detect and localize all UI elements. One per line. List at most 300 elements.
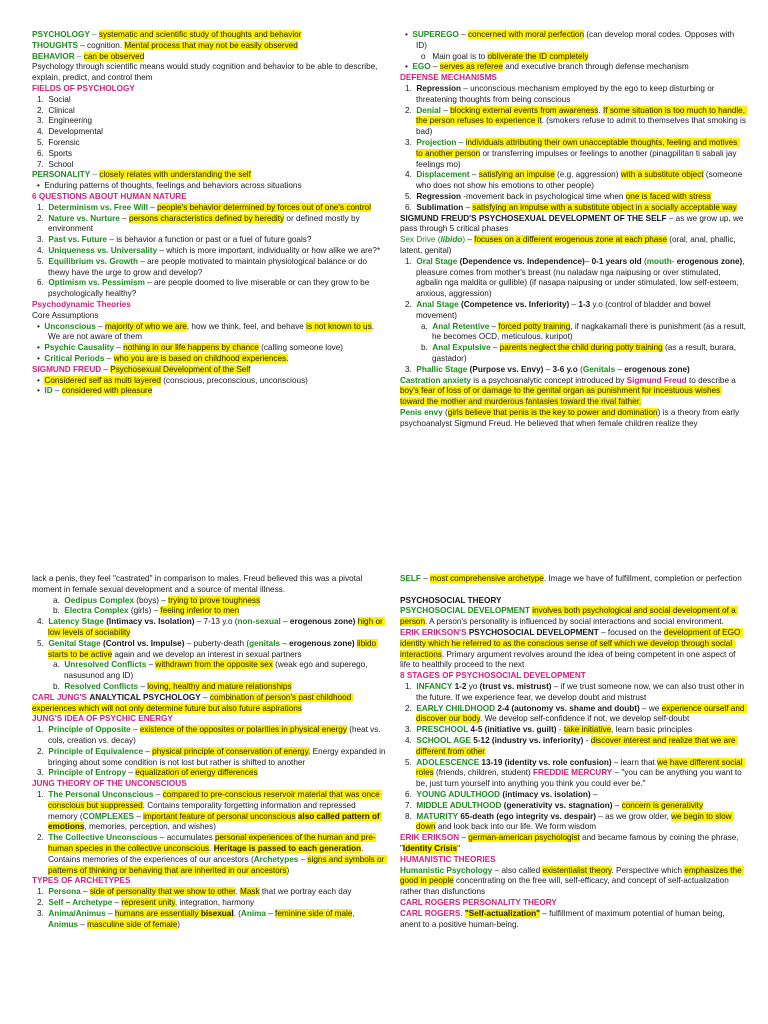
text-run: ERIK ERIKSON'S [400, 627, 467, 637]
text-run: • [37, 375, 45, 385]
text-run: (heat vs. cols, creation vs. decay) [48, 725, 383, 745]
text-run: ( [577, 364, 583, 374]
text-run: experience ourself and discover our body [416, 703, 747, 724]
text-run: – [420, 574, 431, 583]
text-run: y.o (control of bladder and bowel movement) [416, 299, 713, 320]
text-run: - [671, 256, 677, 266]
text-run: compared to pre-conscious reservoir material that was once conscious but suppressed [48, 789, 382, 810]
note-line [400, 855, 746, 866]
text-run: existentialist theory [542, 865, 612, 875]
text-run: personal experiences of the human and pre-human species in the collective unconscious [48, 833, 376, 853]
text-run: ID [44, 386, 53, 396]
list-item [32, 138, 386, 149]
text-run: focuses on a different erogenous zone at each phase [474, 235, 668, 245]
text-run: • [405, 30, 413, 39]
text-run: 5. [37, 638, 49, 648]
note-line [400, 235, 746, 257]
text-run: a. [53, 595, 65, 605]
text-run: EGO [412, 62, 431, 72]
note-line [32, 311, 386, 322]
text-run: we have different social roles [416, 757, 745, 778]
text-run: or transferring impulses or feelings to another (pinagpilitan ti sabali jay feelings mo) [416, 148, 739, 169]
text-run: also called pattern of emotions [48, 811, 383, 832]
list-item [32, 181, 386, 192]
text-run: (trust vs. mistrust) [479, 681, 552, 691]
text-run: withdrawn from the opposite sex [155, 660, 273, 670]
text-run: – are people motivated to maintain physiological balance or do thewy have the urge to grow and develop? [48, 256, 370, 277]
text-run: 4. Developmental [37, 127, 103, 137]
text-run: 2-4 (autonomy vs. shame and doubt) [497, 703, 640, 713]
list-item [32, 106, 386, 117]
quadrant-top-right [400, 30, 749, 510]
text-run: PSYCHOSOCIAL DEVELOPMENT [400, 606, 530, 616]
text-run: (Control vs. Impulse) [103, 638, 185, 648]
text-run: satisfying an impulse [478, 170, 555, 180]
text-run: high or low levels of sociability [48, 617, 386, 637]
text-run: 6 QUESTIONS ABOUT HUMAN NATURE [32, 191, 187, 201]
text-run: systematic and scientific study of thoughts and behavior [98, 30, 302, 39]
text-run: – [459, 833, 469, 843]
note-line [32, 41, 386, 52]
text-run: – as we grow up, we pass through 5 critical phases [400, 213, 746, 234]
list-item [32, 127, 386, 138]
note-line [32, 192, 386, 203]
text-run: ANALYTICAL PSYCHOLOGY [89, 692, 201, 702]
list-item [32, 235, 386, 246]
text-run: • [37, 321, 45, 331]
list-item [400, 758, 746, 790]
list-item [32, 343, 386, 354]
text-run: bisexual [200, 908, 234, 918]
list-item [32, 257, 386, 279]
text-run: equalization of energy differences [135, 768, 258, 778]
list-item [400, 30, 746, 52]
text-run: a. [421, 321, 433, 331]
text-run: – [119, 213, 129, 223]
text-run: with a substitute object [620, 170, 704, 180]
note-line [32, 62, 386, 84]
list-item [32, 246, 386, 257]
text-run: HUMANISTIC THEORIES [400, 854, 496, 864]
text-run: is a psychoanalytic concept introduced by [470, 375, 627, 385]
text-run: satisfying an impulse with a substitute object in a socially acceptable way [472, 202, 737, 212]
text-run: erogenous zone) [289, 617, 356, 627]
list-item [400, 812, 746, 834]
text-run: libido starts to be active [48, 638, 379, 659]
text-run: THOUGHTS [32, 40, 78, 50]
text-run: 5. Forensic [37, 137, 80, 147]
text-run: EARLY CHILDHOOD [416, 703, 496, 713]
text-run: 2. [37, 897, 49, 907]
text-run: – [280, 617, 290, 627]
text-run: obliverate the ID completely [487, 51, 589, 61]
list-item [400, 257, 746, 300]
text-run: – [80, 887, 90, 897]
list-item [32, 322, 386, 344]
text-run: – [90, 170, 100, 180]
text-run: (someone who does not show his emotions to other people) [416, 170, 745, 191]
text-run: FREDDIE MERCURY [532, 768, 613, 778]
list-item [400, 192, 746, 203]
text-run: 3. [37, 908, 49, 918]
text-run: o Main goal is to [421, 51, 488, 61]
list-item [400, 790, 746, 801]
text-run: loving, healthy and mature relationships [147, 681, 292, 691]
quadrant-top-left [32, 30, 386, 510]
note-line [400, 408, 746, 430]
text-run: – [612, 800, 622, 810]
text-run: 2. [37, 746, 49, 756]
text-run: 4. [405, 735, 417, 745]
list-item [32, 790, 386, 833]
text-run: that we portray each day [259, 887, 352, 897]
text-run: and look back into our life. We form wisdom [435, 822, 597, 832]
text-run: 2. [405, 703, 417, 713]
text-run: to describe a [686, 375, 739, 385]
list-item [400, 138, 746, 170]
text-run: (friends, children, student) [433, 768, 533, 778]
text-run: ( [641, 256, 647, 266]
text-run: DEFENSE MECHANISMS [400, 73, 497, 83]
note-line [400, 574, 746, 585]
text-run: SUPEREGO [412, 30, 459, 39]
text-run: 3. [37, 768, 49, 778]
text-run: , memories, perception, and wishes) [84, 822, 216, 832]
text-run: – [615, 364, 625, 374]
list-item [32, 596, 386, 607]
note-line [400, 376, 746, 408]
text-run: – [543, 364, 553, 374]
text-run: again and we develop an interest in sexual partners [112, 649, 302, 659]
text-run: 6. Sports [37, 148, 73, 158]
text-run: – [126, 768, 136, 778]
text-run: Principle of Entropy [48, 768, 127, 778]
note-line [400, 596, 746, 607]
text-run: 6. [37, 278, 49, 288]
list-item [400, 365, 746, 376]
note-line [32, 84, 386, 95]
note-line [32, 574, 386, 596]
text-run: ) [177, 919, 180, 929]
text-run: Mental process that may not be easily observed [124, 40, 298, 50]
text-run: (generativity vs. stagnation) [503, 800, 613, 810]
list-item [400, 736, 746, 758]
note-line [32, 779, 386, 790]
text-run: MATURITY [416, 811, 459, 821]
list-item [32, 203, 386, 214]
list-item [32, 278, 386, 300]
text-run: important feature of personal unconscious [143, 811, 296, 821]
text-run: (Dependence vs. Independence) [459, 256, 585, 266]
text-run: 4. [405, 170, 417, 180]
text-run: Self – Archetype [48, 897, 113, 907]
text-run: 6. [405, 789, 417, 799]
text-run: 1-2 [454, 681, 467, 691]
text-run: , learn basic principles [611, 725, 693, 735]
text-run: Oral Stage [416, 256, 458, 266]
text-run: 1. [37, 725, 49, 735]
text-run: Persona [48, 887, 81, 897]
text-run: Animus [48, 919, 79, 929]
text-run: Unconscious [44, 321, 96, 331]
note-line [32, 170, 386, 181]
text-run: yo [466, 681, 480, 691]
note-line [400, 833, 746, 855]
text-run: Anal Expulsive [432, 343, 491, 353]
text-run: lack a penis, they feel "castrated" in comparison to males. Freud believed this was a pivotal moment in female sexual development and a source of mental illness. [32, 574, 365, 594]
text-run: nothing in our life happens by chance [123, 343, 259, 353]
text-run: – are people doomed to live miserable or can they grow to be psychologically healthy? [48, 278, 372, 299]
text-run: 5. [405, 191, 417, 201]
text-run: – cognition. [77, 40, 125, 50]
text-run: – [440, 105, 451, 115]
text-run: . Contains memories of the experiences of our ancestors ( [48, 843, 366, 864]
text-run: 3. [405, 137, 417, 147]
list-item [32, 354, 386, 365]
text-run: If some situation is too much to handle, the person refuses to experience it [416, 105, 748, 126]
text-run: concentrating on the free will, self-efficacy, and concept of self-actualization rather than disfunctions [400, 876, 732, 897]
text-run: – "you can be anything you want to be, just turn yourself into anything you think you could ever be." [416, 768, 745, 789]
text-run: 1. [405, 681, 417, 691]
note-line [400, 628, 746, 671]
list-item [400, 704, 746, 726]
list-item [400, 321, 749, 344]
text-run: The Collective Unconscious [48, 833, 158, 843]
text-run: Anima/Animus [48, 908, 106, 918]
text-run: – [112, 897, 122, 907]
text-run: 1-3 [578, 299, 591, 309]
text-run: combination of person's past childhood experiences which will not only determine future but also future aspirations [32, 692, 354, 713]
text-run: ) [462, 235, 466, 245]
text-run: erogenous zone) [289, 638, 355, 648]
text-run: 2. [37, 833, 49, 843]
list-item [400, 62, 746, 73]
text-run: 1. [37, 202, 49, 212]
text-run: 2. [405, 299, 417, 309]
text-run: 3. [405, 725, 417, 735]
text-run: – [134, 811, 144, 821]
text-run: – focused on the [598, 627, 664, 637]
text-run: – accumulates [157, 833, 215, 843]
text-run: represent unity [121, 897, 175, 907]
text-run: 5. [37, 256, 49, 266]
text-run: . A person's personality is influenced by social interactions and social environment. [425, 617, 724, 627]
text-run: parents neglect the child during potty training [499, 343, 663, 353]
text-run: . [460, 908, 465, 918]
list-item [32, 95, 386, 106]
text-run: . Image we have of fulfillment, completion or perfection [543, 574, 742, 583]
text-run: 2. Clinical [37, 105, 75, 115]
text-run: – [298, 854, 308, 864]
text-run: 8 STAGES OF PSYCHOSOCIAL DEVELOPMENT [400, 671, 586, 681]
text-run: Psychology through scientific means would study cognition and behavior to be able to describe, explain, predict, and control them [32, 62, 380, 83]
text-run: is not known to us [306, 321, 372, 331]
text-run: – [458, 30, 468, 39]
text-run: Regression [416, 191, 461, 201]
text-run: PSYCHOLOGY [32, 30, 90, 39]
text-run: Psychodynamic Theories [32, 299, 131, 309]
list-item [400, 170, 746, 192]
text-run: • [37, 386, 45, 396]
note-line [400, 214, 746, 236]
text-run: feeling inferior to men [160, 606, 240, 616]
text-run: 8. [405, 811, 417, 821]
list-item [32, 833, 386, 876]
text-run: non-sexual [237, 617, 281, 627]
text-run: Sublimation [416, 202, 464, 212]
text-run: Sex Drive ( [400, 235, 441, 245]
text-run: – [430, 62, 440, 72]
text-run [400, 585, 402, 594]
text-run: 3. Engineering [37, 116, 93, 126]
text-run: PSYCHOSOCIAL DEVELOPMENT [468, 627, 599, 637]
text-run: SIGMUND FREUD [32, 364, 102, 374]
text-run: PERSONALITY [32, 170, 91, 180]
text-run: – [489, 321, 499, 331]
text-run: (Purpose vs. Envy) [469, 364, 544, 374]
text-run: (Competence vs. Inferiority) [461, 299, 570, 309]
text-run: – [490, 343, 500, 353]
list-item [32, 116, 386, 127]
text-run: Uniqueness vs. Universality [48, 245, 158, 255]
text-run: , how we think, feel, and behave [186, 321, 307, 331]
text-run: – [200, 692, 210, 702]
text-run: • [37, 343, 45, 353]
text-run: existence of the opposites or polarities in physical energy [139, 725, 347, 735]
text-run: mouth [646, 256, 672, 266]
text-run: erogenous zone) [676, 256, 743, 266]
text-run: Electra Complex [64, 606, 129, 616]
text-run: . ( [233, 908, 241, 918]
text-run: 1. [37, 789, 49, 799]
text-run: Determinism vs. Free Will [48, 202, 148, 212]
text-run: Principle of Opposite [48, 725, 131, 735]
text-run: – [584, 256, 592, 266]
text-run: – [52, 386, 62, 396]
text-run: – fulfillment of maximum potential of human being, anent to a positive human-being. [400, 908, 728, 929]
text-run: - [583, 735, 591, 745]
text-run: – [130, 725, 140, 735]
text-run: genitals [249, 638, 281, 648]
note-line [32, 300, 386, 311]
text-run: – is behavior a function or past or a fuel of future goals? [107, 235, 312, 245]
text-run: side of personality that we show to other [89, 887, 236, 897]
text-run: Past vs. Future [48, 235, 108, 245]
text-run: Penis envy [400, 407, 443, 417]
text-run: BEHAVIOR [32, 51, 75, 61]
text-run: Denial [416, 105, 441, 115]
note-line [32, 365, 386, 376]
text-run: MIDDLE ADULTHOOD [416, 800, 502, 810]
text-run: discover interest and realize that we are different from other [416, 735, 738, 756]
text-run: – [89, 30, 99, 39]
text-run: Mask [240, 887, 260, 897]
text-run: – [569, 299, 579, 309]
text-run: – [138, 681, 148, 691]
text-run: – we [639, 703, 662, 713]
text-run: Critical Periods [44, 353, 105, 363]
text-run: – [105, 908, 115, 918]
text-run: physical principle of conservation of energy. [152, 746, 311, 756]
text-run: 13-19 (identity vs. role confusion) [481, 757, 612, 767]
text-run: 3. [37, 235, 49, 245]
note-line [400, 671, 746, 682]
text-run: or defined mostly by environment [48, 213, 362, 234]
text-run: Oedipus Complex [64, 595, 134, 605]
text-run: blocking external events from awareness [450, 105, 599, 115]
note-line [32, 714, 386, 725]
text-run: JUNG THEORY OF THE UNCONSCIOUS [32, 779, 187, 789]
text-run: INFANCY [416, 681, 453, 691]
text-run: german-american psychologist [468, 833, 580, 843]
list-item [32, 149, 386, 160]
text-run: individuals attributing their own unacceptable thoughts, feeling and motives to another person [416, 137, 740, 158]
text-run: concern is generativity [621, 800, 704, 810]
text-run: SCHOOL AGE [416, 735, 471, 745]
note-line [400, 585, 746, 596]
text-run: , integration, harmony [174, 897, 255, 907]
text-run: 6. [405, 202, 417, 212]
text-run: Sigmund Freud [626, 375, 687, 385]
text-run: and executive branch through defense mechanism [503, 62, 689, 72]
text-run: people's behavior determined by forces out of one's control [157, 202, 371, 212]
text-run: Principle of Equivalence [48, 746, 144, 756]
text-run: Genital Stage [48, 638, 101, 648]
list-item [32, 617, 386, 639]
text-run: -movement back in psychological time when [460, 191, 626, 201]
text-run: JUNG'S IDEA OF PSYCHIC ENERGY [32, 714, 173, 724]
note-line [32, 876, 386, 887]
text-run: – [101, 364, 111, 374]
quadrant-bottom-left [32, 574, 386, 1024]
text-run: – [469, 170, 479, 180]
text-run: ERIK ERIKSON [400, 833, 460, 843]
text-run: b. [421, 343, 433, 353]
text-run: . [235, 887, 241, 897]
text-run: (Intimacy vs. Isolation) [106, 617, 195, 627]
text-run: masculine side of female [87, 919, 178, 929]
list-item [400, 84, 746, 106]
text-run: concerned with moral perfection [467, 30, 585, 39]
list-item [400, 52, 746, 63]
text-run: "Self-actualization" [464, 908, 541, 918]
text-run: . We are not aware of them [48, 321, 377, 342]
text-run: – if we trust someone now, we can also trust other in the future. If we experience fear, we develop doubt and mistrust [416, 681, 747, 702]
text-run: (e.g. aggression) [554, 170, 621, 180]
text-run: – [463, 202, 473, 212]
text-run: • [37, 353, 45, 363]
list-item [32, 682, 386, 693]
text-run: – [104, 353, 114, 363]
note-line [400, 909, 746, 931]
text-run: Projection [416, 137, 457, 147]
text-run: – [74, 51, 84, 61]
text-run: (conscious, preconscious, unconscious) [160, 375, 308, 385]
text-run: – [265, 908, 276, 918]
text-run: ADOLESCENCE [416, 757, 480, 767]
text-run: (girls) – [128, 606, 161, 616]
text-run: Energy expanded in bringing about some condition is not lost but rather is shifted to another [48, 746, 388, 767]
text-run: a. [53, 660, 65, 670]
text-run: one is faced with stress [625, 191, 711, 201]
text-run: – as we grow older, [595, 811, 672, 821]
text-run: . (smokers refuse to admit to themselves that smoking is bad) [416, 116, 749, 137]
text-run: – unconscious mechanism employed by the ego to keep disturbing or threatening thoughts from being conscious [416, 83, 717, 104]
text-run: Latency Stage [48, 617, 104, 627]
text-run: – [114, 343, 124, 353]
text-run: 65-death (ego integrity vs. despair) [460, 811, 596, 821]
text-run: 2. [405, 105, 417, 115]
